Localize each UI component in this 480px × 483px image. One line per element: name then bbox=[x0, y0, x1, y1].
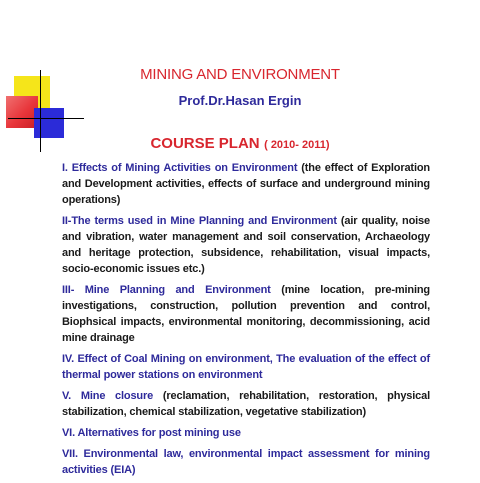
topic-title: VII. Environmental law, environmental impact assessment for mining activities (EIA) bbox=[62, 448, 430, 476]
course-topic-item bbox=[62, 160, 430, 208]
author-name: Prof.Dr.Hasan Ergin bbox=[178, 93, 302, 108]
topic-detail: (the effect of Exploration and Development activities, effects of surface and underground mining operations) bbox=[62, 162, 430, 206]
course-topic-item bbox=[62, 388, 430, 420]
course-topic-item bbox=[62, 351, 430, 383]
course-topic-item bbox=[62, 282, 430, 346]
topic-title: III- Mine Planning and Environment bbox=[62, 284, 282, 296]
page-title: MINING AND ENVIRONMENT bbox=[140, 66, 340, 83]
topic-detail: (mine location, pre-mining investigations, construction, pollution prevention and control, Biophsical impacts, environmental monitoring, decommissioning, acid mine drainage bbox=[62, 284, 431, 344]
topic-title: V. Mine closure bbox=[62, 390, 163, 402]
topic-title: VI. Alternatives for post mining use bbox=[62, 427, 241, 439]
course-plan-years: ( 2010- 2011) bbox=[264, 139, 330, 151]
topic-title: I. Effects of Mining Activities on Environment bbox=[62, 162, 302, 174]
course-plan-heading bbox=[0, 135, 480, 153]
course-topic-item bbox=[62, 213, 430, 277]
topic-detail: (reclamation, rehabilitation, restoration, physical stabilization, chemical stabilization, vegetative stabilization) bbox=[62, 390, 431, 418]
deco-blue-square bbox=[34, 108, 64, 138]
course-topic-item bbox=[62, 425, 430, 441]
topic-detail: (air quality, noise and vibration, water management and soil conservation, Archaeology and heritage protection, subsidence, rehabilitation, visual impacts, socio-economic issues etc.) bbox=[62, 215, 430, 275]
topic-title: IV. Effect of Coal Mining on environment, The evaluation of the effect of thermal power stations on environment bbox=[62, 353, 430, 381]
course-plan-label: COURSE PLAN bbox=[150, 135, 260, 152]
course-topic-item bbox=[62, 446, 430, 478]
course-topic-list bbox=[62, 160, 430, 483]
deco-horizontal-line bbox=[8, 118, 84, 119]
topic-title: II-The terms used in Mine Planning and Environment bbox=[62, 215, 341, 227]
